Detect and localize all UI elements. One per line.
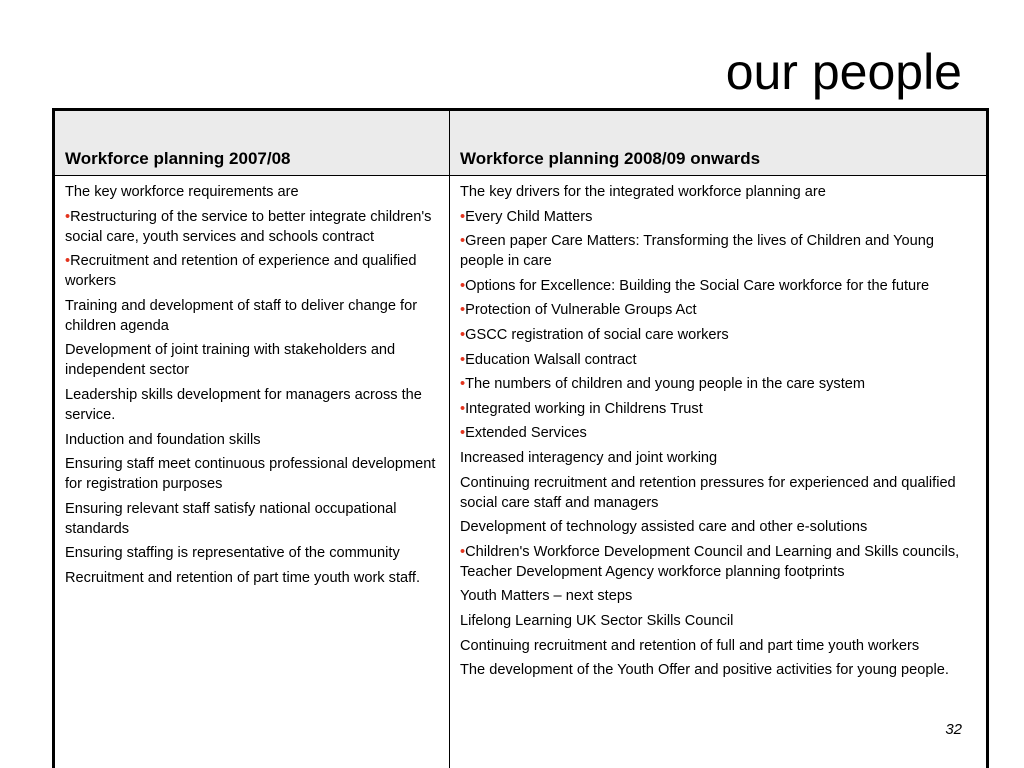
list-item bbox=[460, 374, 980, 394]
bullet-icon: • bbox=[460, 351, 466, 368]
list-item bbox=[65, 430, 439, 450]
list-item-text: Restructuring of the service to better integrate children's social care, youth services and schools contract bbox=[65, 208, 432, 245]
bullet-icon: • bbox=[460, 400, 466, 417]
list-item bbox=[460, 350, 980, 370]
list-item-text: The numbers of children and young people in the care system bbox=[465, 376, 866, 393]
body-cell-2007 bbox=[55, 176, 450, 768]
list-item-text: Extended Services bbox=[465, 425, 587, 442]
list-item bbox=[460, 300, 980, 320]
list-item bbox=[460, 399, 980, 419]
list-item-text: Development of technology assisted care and other e-solutions bbox=[460, 519, 868, 536]
table-body-row bbox=[55, 176, 986, 768]
list-item bbox=[65, 543, 439, 563]
list-item-text: Recruitment and retention of experience and qualified workers bbox=[65, 253, 417, 290]
list-item-text: The key workforce requirements are bbox=[65, 184, 299, 200]
list-item-text: The key drivers for the integrated workforce planning are bbox=[460, 184, 826, 200]
list-item-text: Ensuring relevant staff satisfy national occupational standards bbox=[65, 500, 397, 537]
list-item bbox=[65, 251, 439, 291]
list-item-text: Development of joint training with stakeholders and independent sector bbox=[65, 342, 396, 379]
header-cell-2007: Workforce planning 2007/08 bbox=[55, 111, 450, 175]
list-item-text: Youth Matters – next steps bbox=[460, 588, 633, 605]
list-item bbox=[65, 385, 439, 425]
list-item-text: Green paper Care Matters: Transforming the lives of Children and Young people in care bbox=[460, 233, 934, 270]
list-item-text: Training and development of staff to deliver change for children agenda bbox=[65, 297, 418, 334]
list-item-text: Children's Workforce Development Council and Learning and Skills councils, Teacher Development Agency workforce planning footprints bbox=[460, 543, 960, 580]
bullet-icon: • bbox=[460, 376, 466, 393]
bullet-icon: • bbox=[460, 425, 466, 442]
workforce-table bbox=[52, 108, 989, 768]
list-item bbox=[460, 448, 980, 468]
bullet-icon: • bbox=[65, 253, 71, 270]
list-item-text: Increased interagency and joint working bbox=[460, 449, 718, 466]
list-item-text: Lifelong Learning UK Sector Skills Council bbox=[460, 612, 734, 629]
list-item-text: The development of the Youth Offer and positive activities for young people. bbox=[460, 662, 949, 679]
list-item-text: Options for Excellence: Building the Social Care workforce for the future bbox=[465, 277, 930, 294]
list-item bbox=[460, 207, 980, 227]
list-item bbox=[65, 296, 439, 336]
list-item-text: Recruitment and retention of part time youth work staff. bbox=[65, 569, 421, 586]
list-item-text: Every Child Matters bbox=[465, 208, 593, 225]
slide-title: our people bbox=[725, 44, 962, 100]
list-item bbox=[460, 423, 980, 443]
list-item bbox=[460, 636, 980, 656]
list-item bbox=[460, 586, 980, 606]
list-item bbox=[460, 542, 980, 582]
list-item bbox=[65, 182, 439, 202]
bullet-icon: • bbox=[460, 277, 466, 294]
list-item-text: Ensuring staffing is representative of the community bbox=[65, 545, 400, 562]
list-item-text: Leadership skills development for managers across the service. bbox=[65, 386, 422, 423]
list-item bbox=[460, 517, 980, 537]
bullet-icon: • bbox=[460, 233, 466, 250]
bullet-icon: • bbox=[460, 302, 466, 319]
list-item-text: GSCC registration of social care workers bbox=[465, 326, 729, 343]
bullet-icon: • bbox=[65, 208, 71, 225]
header-cell-2008: Workforce planning 2008/09 onwards bbox=[460, 149, 761, 168]
list-item bbox=[460, 325, 980, 345]
list-item-text: Continuing recruitment and retention of full and part time youth workers bbox=[460, 637, 920, 654]
list-item-text: Continuing recruitment and retention pressures for experienced and qualified social care staff and managers bbox=[460, 474, 956, 511]
list-item bbox=[65, 454, 439, 494]
table-header-row bbox=[55, 111, 986, 176]
list-item bbox=[460, 660, 980, 680]
bullet-icon: • bbox=[460, 208, 466, 225]
list-item bbox=[65, 568, 439, 588]
list-item-text: Education Walsall contract bbox=[465, 351, 637, 368]
list-item-text: Ensuring staff meet continuous professional development for registration purposes bbox=[65, 456, 436, 493]
bullet-icon: • bbox=[460, 326, 466, 343]
list-item bbox=[65, 207, 439, 247]
list-item-text: Induction and foundation skills bbox=[65, 431, 261, 448]
list-item-text: Protection of Vulnerable Groups Act bbox=[465, 302, 697, 319]
list-item bbox=[460, 231, 980, 271]
list-item bbox=[65, 499, 439, 539]
list-item bbox=[460, 473, 980, 513]
body-cell-2008 bbox=[450, 176, 986, 768]
bullet-icon: • bbox=[460, 543, 466, 560]
list-item bbox=[460, 182, 980, 202]
list-item bbox=[460, 611, 980, 631]
page-number: 32 bbox=[945, 721, 962, 738]
list-item bbox=[65, 340, 439, 380]
list-item bbox=[460, 276, 980, 296]
list-item-text: Integrated working in Childrens Trust bbox=[465, 400, 703, 417]
